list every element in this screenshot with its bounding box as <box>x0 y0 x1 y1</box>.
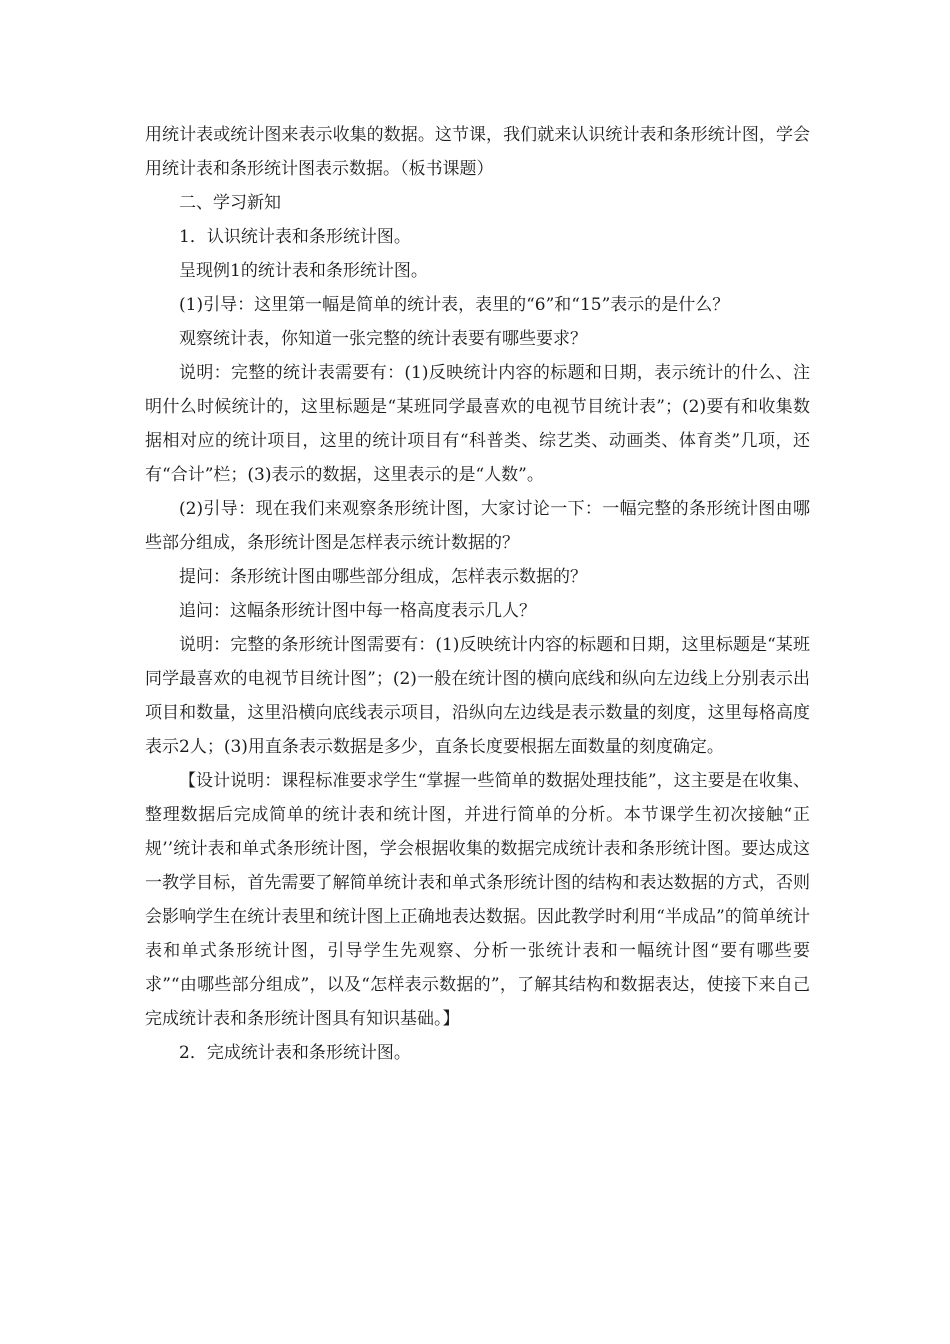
paragraph-observe-table: 观察统计表，你知道一张完整的统计表要有哪些要求？ <box>179 329 587 349</box>
paragraph-guide-1: (1)引导：这里第一幅是简单的统计表，表里的“6”和“15”表示的是什么？ <box>179 295 730 315</box>
paragraph-intro-continued: 用统计表或统计图来表示收集的数据。这节课，我们就来认识统计表和条形统计图，学会用统计表和条形统计图表示数据。（板书课题） <box>145 125 810 179</box>
subheading-recognize-charts: 1．认识统计表和条形统计图。 <box>179 227 411 247</box>
paragraph-explain-bar-chart: 说明：完整的条形统计图需要有：(1)反映统计内容的标题和日期，这里标题是“某班同学最喜欢的电视节目统计图”；(2)一般在统计图的横向底线和纵向左边线上分别表示出项目和数量，这里沿横向底线表示项目，沿纵向左边线是表示数量的刻度，这里每格高度表示2人；(3)用直条表示数据是多少，直条长度要根据左面数量的刻度确定。 <box>145 635 810 757</box>
paragraph-explain-table: 说明：完整的统计表需要有：(1)反映统计内容的标题和日期，表示统计的什么、注明什么时候统计的，这里标题是“某班同学最喜欢的电视节目统计表”；(2)要有和收集数据相对应的统计项目，这里的统计项目有“科普类、综艺类、动画类、体育类”几项，还有“合计”栏；(3)表示的数据，这里表示的是“人数”。 <box>145 363 810 485</box>
paragraph-follow-up: 追问：这幅条形统计图中每一格高度表示几人？ <box>179 601 536 621</box>
paragraph-design-note: 【设计说明：课程标准要求学生“掌握一些简单的数据处理技能”，这主要是在收集、整理数据后完成简单的统计表和统计图，并进行简单的分析。本节课学生初次接触“正规’’统计表和单式条形统计图，学会根据收集的数据完成统计表和条形统计图。要达成这一教学目标，首先需要了解简单统计表和单式条形统计图的结构和表达数据的方式，否则会影响学生在统计表里和统计图上正确地表达数据。因此教学时利用“半成品”的简单统计表和单式条形统计图，引导学生先观察、分析一张统计表和一幅统计图“要有哪些要求”“由哪些部分组成”，以及“怎样表示数据的”，了解其结构和数据表达，使接下来自己完成统计表和条形统计图具有知识基础。】 <box>145 771 810 1029</box>
document-page <box>145 118 810 1070</box>
section-heading-learn-new: 二、学习新知 <box>179 193 281 213</box>
paragraph-question: 提问：条形统计图由哪些部分组成，怎样表示数据的？ <box>179 567 587 587</box>
paragraph-present-example: 呈现例1的统计表和条形统计图。 <box>179 261 428 281</box>
subheading-complete-charts: 2．完成统计表和条形统计图。 <box>179 1043 411 1063</box>
paragraph-guide-2: (2)引导：现在我们来观察条形统计图，大家讨论一下：一幅完整的条形统计图由哪些部分组成，条形统计图是怎样表示统计数据的？ <box>145 499 810 553</box>
